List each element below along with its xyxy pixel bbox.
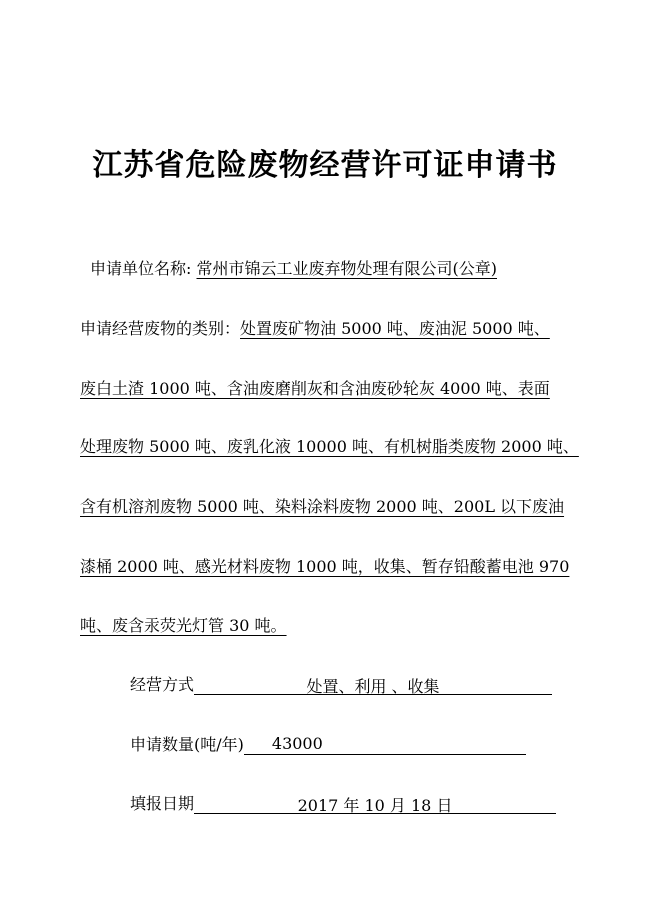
mode-value: 处置、利用 、收集: [194, 674, 552, 695]
category-line-6: 吨、废含汞荧光灯管 30 吨。: [80, 616, 287, 635]
category-line-4: 含有机溶剂废物 5000 吨、染料涂料废物 2000 吨、200L 以下废油: [80, 497, 565, 516]
quantity-row: [130, 732, 526, 755]
category-line-1: 处置废矿物油 5000 吨、废油泥 5000 吨、: [240, 319, 550, 338]
quantity-number: 43000: [271, 734, 323, 753]
category-row-1: [80, 316, 550, 339]
date-value: 2017 年 10 月 18 日: [194, 793, 556, 814]
applicant-label: 申请单位名称:: [90, 259, 192, 278]
mode-row: [130, 672, 552, 695]
quantity-value: [244, 734, 526, 755]
applicant-value: 常州市锦云工业废弃物处理有限公司(公章): [196, 259, 497, 278]
quantity-label: 申请数量(吨/年): [130, 735, 244, 754]
date-row: [130, 791, 556, 814]
date-label: 填报日期: [130, 794, 195, 813]
category-label: 申请经营废物的类别：: [80, 319, 241, 338]
category-line-3: 处理废物 5000 吨、废乳化液 10000 吨、有机树脂类废物 2000 吨、: [80, 437, 579, 456]
applicant-row: [90, 256, 497, 279]
category-line-2: 废白土渣 1000 吨、含油废磨削灰和含油废砂轮灰 4000 吨、表面: [80, 379, 550, 398]
mode-label: 经营方式: [130, 675, 195, 694]
category-line-5: 漆桶 2000 吨、感光材料废物 1000 吨，收集、暂存铅酸蓄电池 970: [80, 557, 570, 576]
document-title: 江苏省危险废物经营许可证申请书: [92, 148, 558, 183]
